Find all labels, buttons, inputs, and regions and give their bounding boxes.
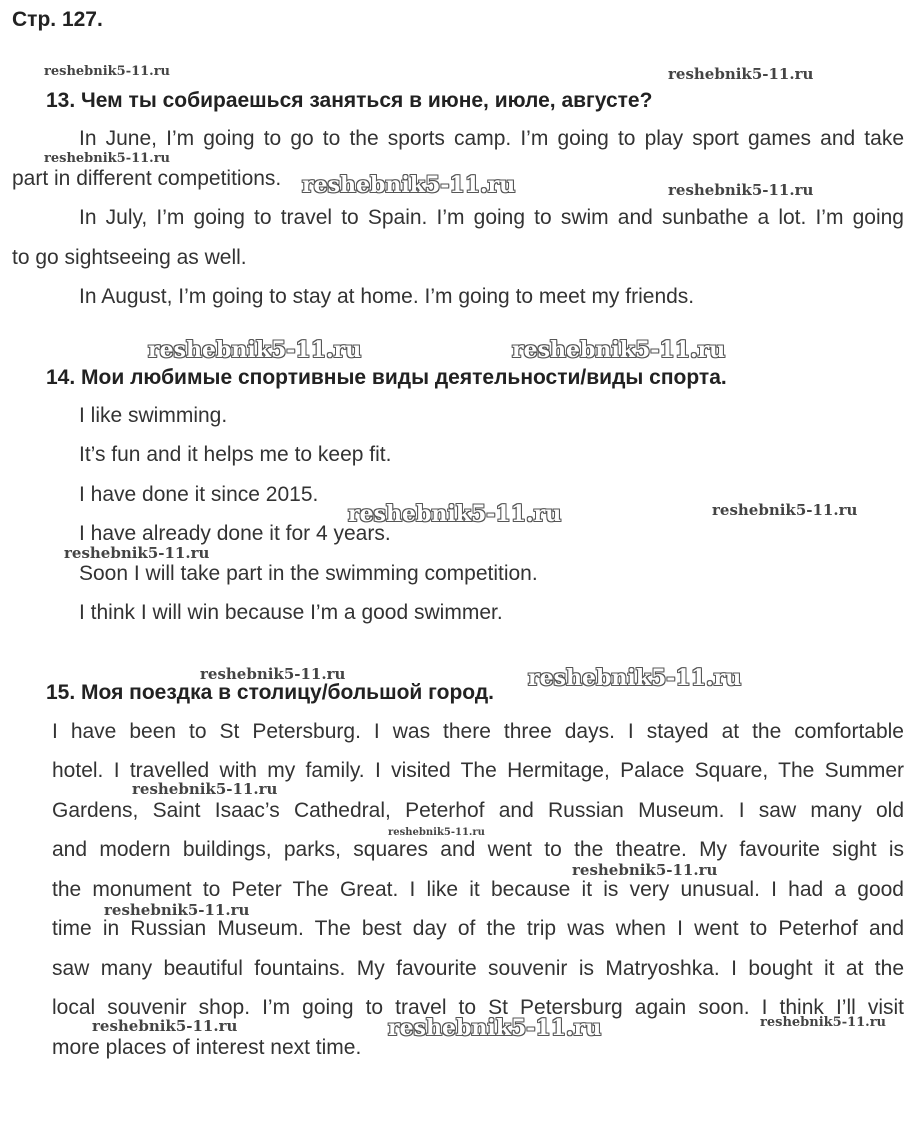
section-13-line-4: to go sightseeing as well. (12, 246, 247, 269)
section-15-line-9: more places of interest next time. (52, 1036, 362, 1059)
section-13-line-2: part in different competitions. (12, 167, 282, 190)
section-14-line-1: I like swimming. (79, 404, 228, 427)
section-13-line-5: In August, I’m going to stay at home. I’m going to meet my friends. (79, 285, 695, 308)
section-14-line-6: I think I will win because I’m a good swimmer. (79, 601, 503, 624)
section-15-line-5: the monument to Peter The Great. I like it because it is very unusual. I had a good (52, 878, 904, 901)
page-number-header: Стр. 127. (12, 8, 103, 31)
watermark: reshebnik5-11.ru (668, 65, 814, 83)
watermark: reshebnik5-11.ru (302, 172, 516, 198)
section-14-line-4: I have already done it for 4 years. (79, 522, 391, 545)
section-14-title: 14. Мои любимые спортивные виды деятельности/виды спорта. (46, 366, 727, 389)
watermark: reshebnik5-11.ru (104, 901, 250, 919)
watermark: reshebnik5-11.ru (388, 1015, 602, 1041)
watermark: reshebnik5-11.ru (348, 501, 562, 527)
section-15-line-8: local souvenir shop. I’m going to travel to St Petersburg again soon. I think I’ll visit (52, 996, 904, 1019)
watermark: reshebnik5-11.ru (512, 337, 726, 363)
watermark: reshebnik5-11.ru (760, 1015, 887, 1030)
section-15-line-1: I have been to St Petersburg. I was there three days. I stayed at the comfortable (52, 720, 904, 743)
section-14-line-3: I have done it since 2015. (79, 483, 319, 506)
watermark: reshebnik5-11.ru (148, 337, 362, 363)
watermark: reshebnik5-11.ru (572, 861, 718, 879)
watermark: reshebnik5-11.ru (712, 501, 858, 519)
section-13-title: 13. Чем ты собираешься заняться в июне, июле, августе? (46, 89, 653, 112)
section-15-line-6: time in Russian Museum. The best day of the trip was when I went to Peterhof and (52, 917, 904, 940)
watermark: reshebnik5-11.ru (200, 665, 346, 683)
section-13-line-1: In June, I’m going to go to the sports camp. I’m going to play sport games and take (79, 127, 904, 150)
section-14-line-5: Soon I will take part in the swimming competition. (79, 562, 538, 585)
watermark: reshebnik5-11.ru (668, 181, 814, 199)
section-15-title: 15. Моя поездка в столицу/большой город. (46, 681, 494, 704)
section-15-line-4: and modern buildings, parks, squares and went to the theatre. My favourite sight is (52, 838, 904, 861)
section-15-line-7: saw many beautiful fountains. My favourite souvenir is Matryoshka. I bought it at the (52, 957, 904, 980)
section-13-line-3: In July, I’m going to travel to Spain. I’m going to swim and sunbathe a lot. I’m going (79, 206, 904, 229)
section-15-line-2: hotel. I travelled with my family. I visited The Hermitage, Palace Square, The Summer (52, 759, 904, 782)
watermark: reshebnik5-11.ru (44, 64, 171, 79)
watermark: reshebnik5-11.ru (92, 1017, 238, 1035)
watermark: reshebnik5-11.ru (528, 665, 742, 691)
section-15-line-3: Gardens, Saint Isaac’s Cathedral, Peterhof and Russian Museum. I saw many old (52, 799, 904, 822)
watermark: reshebnik5-11.ru (388, 827, 485, 838)
watermark: reshebnik5-11.ru (64, 544, 210, 562)
watermark: reshebnik5-11.ru (132, 780, 278, 798)
section-14-line-2: It’s fun and it helps me to keep fit. (79, 443, 392, 466)
watermark: reshebnik5-11.ru (44, 151, 171, 166)
